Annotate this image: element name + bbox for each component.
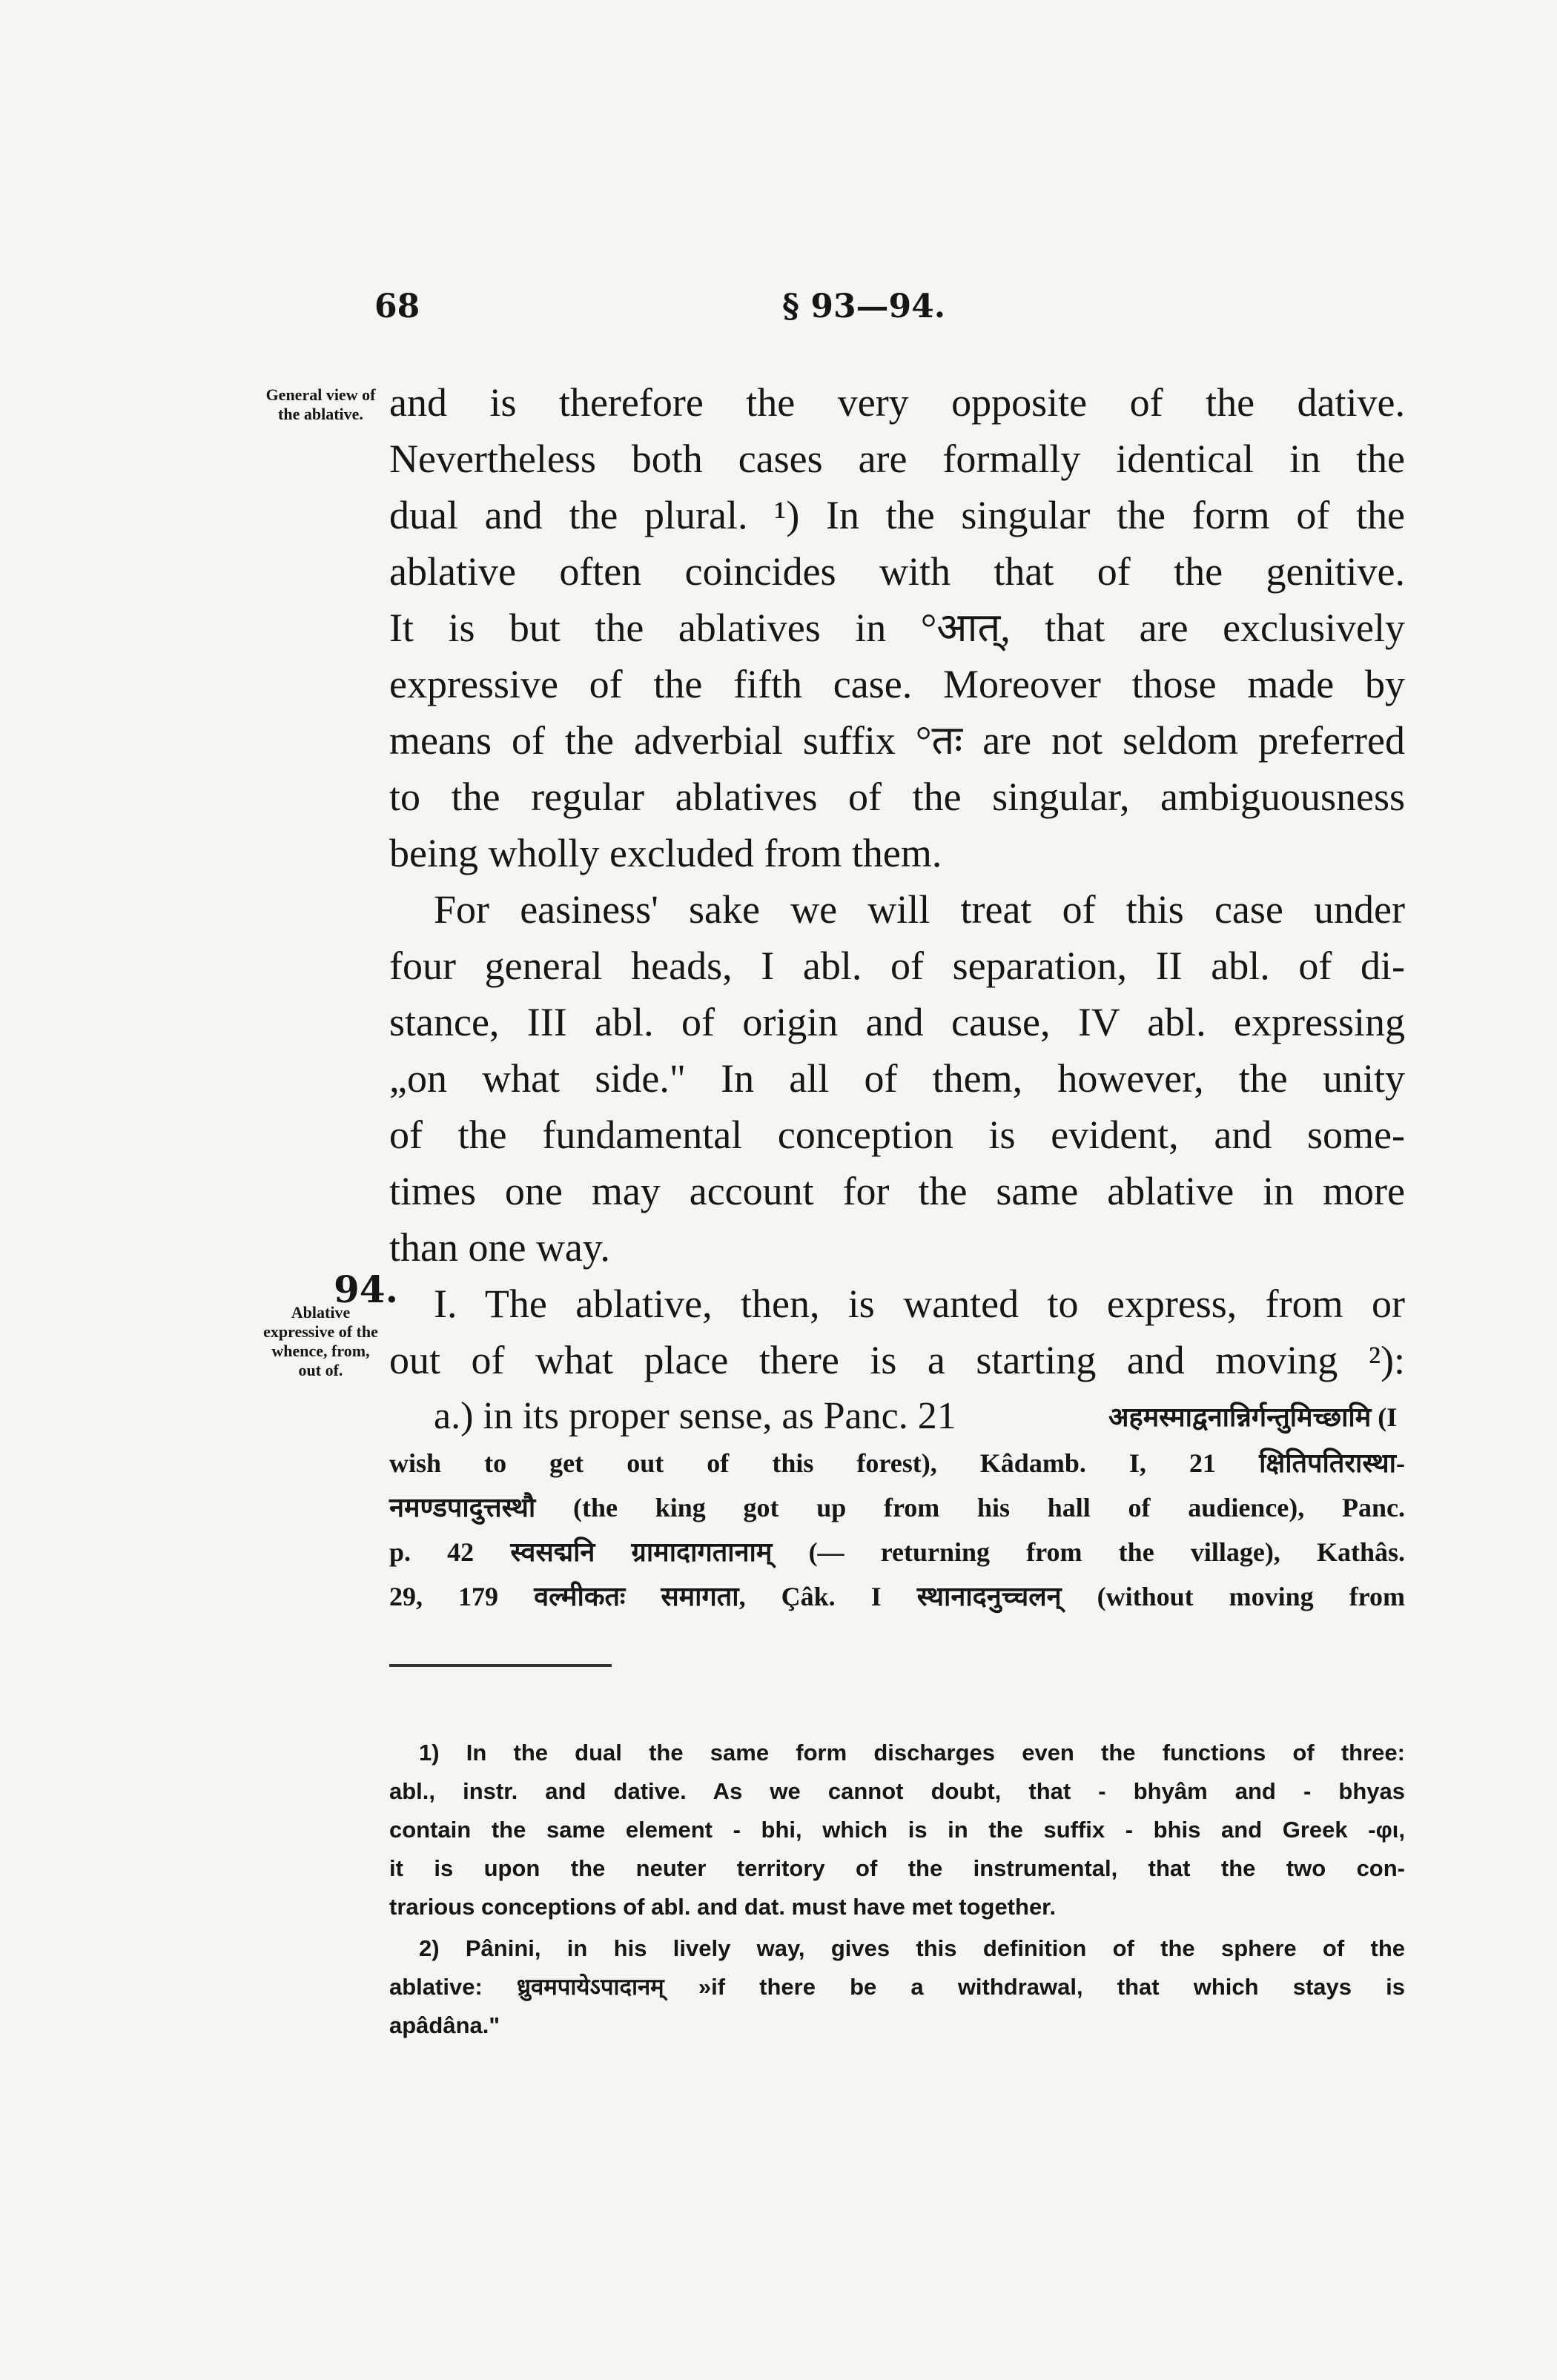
sanskrit-example: अहमस्माद्वनान्निर्गन्तुमिच्छामि (I <box>1108 1402 1398 1432</box>
footnote-line: abl., instr. and dative. As we cannot doubt, that - bhyâm and - bhyas <box>389 1778 1405 1804</box>
body-line: expressive of the fifth case. Moreover those made by <box>389 662 1405 706</box>
body-line: „on what side." In all of them, however, the unity <box>389 1056 1405 1101</box>
body-line: times one may account for the same ablative in more <box>389 1169 1405 1213</box>
body-line: than one way. <box>389 1225 610 1270</box>
footnote-line: apâdâna." <box>389 2012 500 2038</box>
example-line: wish to get out of this forest), Kâdamb. I, 21 क्षितिपतिरास्था- <box>389 1448 1405 1478</box>
body-line: ablative often coincides with that of the genitive. <box>389 549 1405 594</box>
body-line: dual and the plural. ¹) In the singular the form of the <box>389 493 1405 537</box>
example-line: नमण्डपादुत्तस्थौ (the king got up from his hall of audience), Panc. <box>389 1493 1405 1522</box>
example-line: p. 42 स्वसद्मनि ग्रामादागतानाम् (— returning from the village), Kathâs. <box>389 1537 1405 1567</box>
body-line: It is but the ablatives in °आत्, that are exclusively <box>389 606 1405 650</box>
footnote-line: ablative: ध्रुवमपायेऽपादानम् »if there be a withdrawal, that which stays is <box>389 1974 1405 2000</box>
body-line: I. The ablative, then, is wanted to express, from or <box>434 1282 1405 1326</box>
body-line: a.) in its proper sense, as Panc. 21 <box>434 1395 956 1437</box>
footnote-line: trarious conceptions of abl. and dat. must have met together. <box>389 1894 1057 1920</box>
body-line: stance, III abl. of origin and cause, IV abl. expressing <box>389 1000 1405 1044</box>
footnote-line: contain the same element - bhi, which is in the suffix - bhis and Greek -φι, <box>389 1817 1405 1843</box>
body-line: means of the adverbial suffix °तः are not seldom preferred <box>389 718 1405 763</box>
page-number: 68 <box>374 288 420 325</box>
body-line: out of what place there is a starting and moving ²): <box>389 1338 1405 1382</box>
margin-note-general-view: General view of the ablative. <box>265 385 376 423</box>
body-line: and is therefore the very opposite of the dative. <box>389 380 1405 425</box>
footnote-line: 1) In the dual the same form discharges even the functions of three: <box>419 1740 1405 1766</box>
example-line: 29, 179 वल्मीकतः समागता, Çâk. I स्थानादनुच्चलन् (without moving from <box>389 1582 1405 1611</box>
body-line: to the regular ablatives of the singular, ambiguousness <box>389 775 1405 819</box>
footnote-rule <box>389 1664 612 1667</box>
section-number: 94. <box>334 1267 398 1311</box>
body-line: being wholly excluded from them. <box>389 831 942 875</box>
section-reference: § 93—94. <box>782 288 946 325</box>
body-line: For easiness' sake we will treat of this case under <box>434 887 1405 932</box>
body-line: four general heads, I abl. of separation, II abl. of di- <box>389 944 1405 988</box>
footnote-line: 2) Pânini, in his lively way, gives this definition of the sphere of the <box>419 1935 1405 1961</box>
footnote-line: it is upon the neuter territory of the instrumental, that the two con- <box>389 1855 1405 1881</box>
body-line: Nevertheless both cases are formally identical in the <box>389 437 1405 481</box>
margin-note-ablative-expressive: Ablative expressive of the whence, from, out of. <box>263 1303 378 1379</box>
body-line: of the fundamental conception is evident, and some- <box>389 1113 1405 1157</box>
